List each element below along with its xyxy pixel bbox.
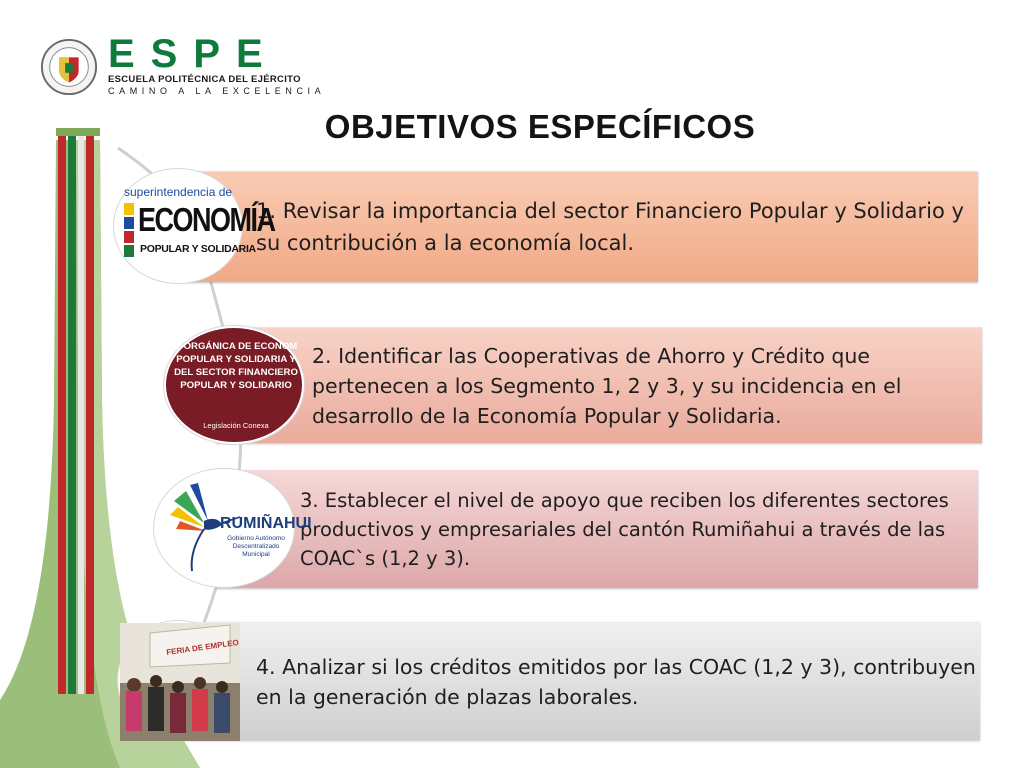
objective-1-box	[180, 171, 978, 282]
logo-subtitle: ESCUELA POLITÉCNICA DEL EJÉRCITO	[108, 74, 301, 85]
page-title: OBJETIVOS ESPECÍFICOS	[324, 108, 756, 145]
logo-motto: CAMINO A LA EXCELENCIA	[108, 86, 326, 96]
logo-1-top-text: superintendencia de	[124, 185, 233, 199]
objective-4-text: 4. Analizar si los créditos emitidos por las COAC (1,2 y 3), contribuyen en la generación de plazas laborales.	[256, 654, 976, 709]
logo-2-main-text: Y ORGÁNICA DE ECONOM POPULAR Y SOLIDARIA Y DEL SECTOR FINANCIERO POPULAR Y SOLIDARIO	[174, 341, 298, 391]
logo-4-banner-text: FERIA DE EMPLEO	[165, 637, 240, 658]
logo-3-sub-text: Gobierno Autónomo Descentralizado Municipal	[227, 535, 285, 558]
rumiñahui-logo	[154, 469, 312, 587]
logo-2-sub-text: Legislación Conexa	[203, 421, 269, 430]
objective-2-box	[216, 327, 982, 443]
color-bars-icon	[124, 203, 134, 259]
logo-3-main-text: RUMIÑAHUI	[220, 515, 312, 532]
objective-4-box	[186, 622, 980, 740]
ley-organica-logo	[164, 326, 304, 444]
objective-3-text: 3. Establecer el nivel de apoyo que reciben los diferentes sectores productivos y empresariales del cantón Rumiñahui a través de las COAC`s (1,2 y 3).	[300, 489, 949, 570]
espe-logo	[36, 32, 326, 100]
feria-empleo-photo	[118, 621, 238, 739]
superintendencia-logo	[114, 169, 275, 283]
objective-2-text: 2. Identificar las Cooperativas de Ahorro y Crédito que pertenecen a los Segmento 1, 2 y 3, y su incidencia en el desarrollo de la Economía Popular y Solidaria.	[312, 343, 902, 428]
objective-3-box	[216, 470, 978, 588]
university-seal-icon	[40, 38, 98, 96]
logo-1-main-text: ECONOMÍA	[138, 201, 275, 239]
logo-wordmark: ESPE	[108, 32, 279, 76]
objective-1-text: 1. Revisar la importancia del sector Financiero Popular y Solidario y su contribución a la economía local.	[256, 199, 964, 255]
logo-1-sub-text: POPULAR Y SOLIDARIA	[140, 243, 256, 255]
